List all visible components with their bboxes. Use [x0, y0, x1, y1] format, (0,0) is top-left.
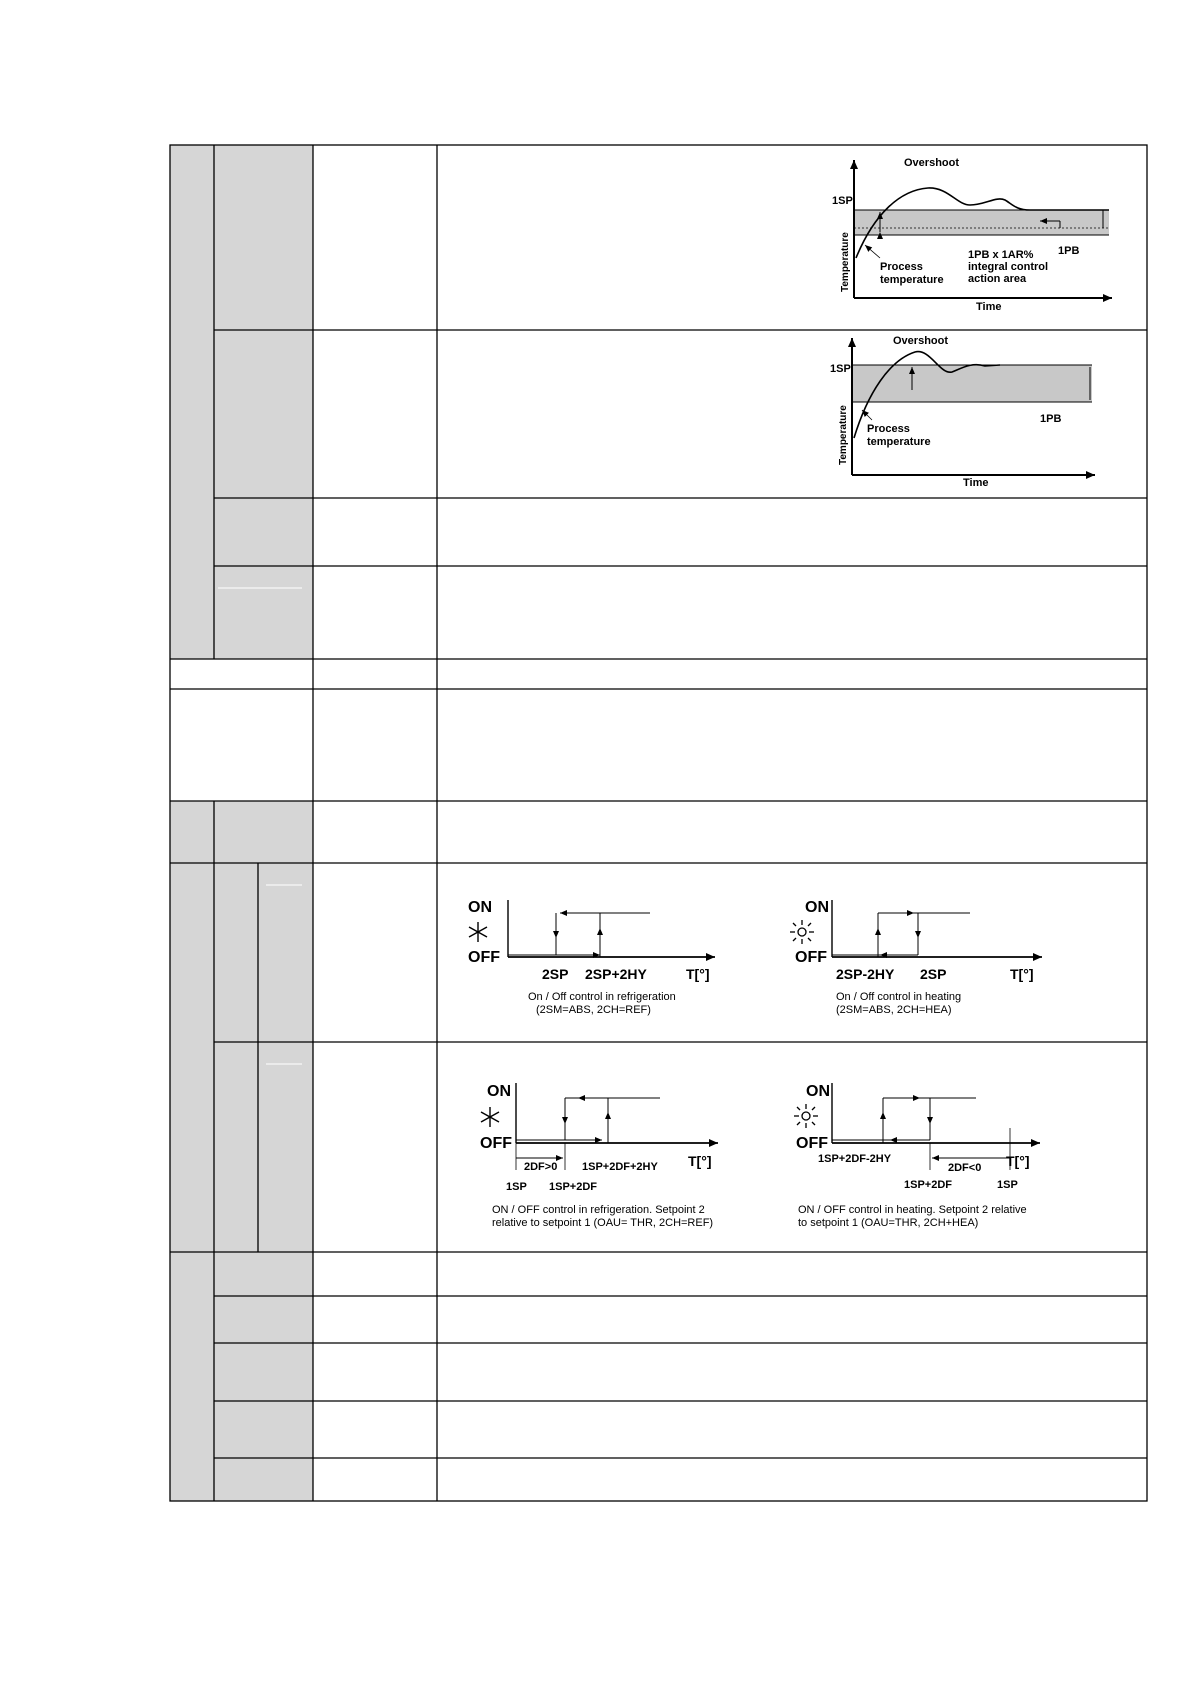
off-label: OFF — [480, 1135, 512, 1152]
onoff-graph-rel-refrigeration — [480, 1083, 718, 1229]
caption: ON / OFF control in refrigeration. Setpoint 2 — [492, 1204, 705, 1216]
off-label: OFF — [796, 1135, 828, 1152]
on-label: ON — [487, 1083, 511, 1100]
process-label: Process — [867, 423, 910, 435]
process-label-2: temperature — [880, 274, 944, 286]
caption: ON / OFF control in heating. Setpoint 2 relative — [798, 1204, 1027, 1216]
tick-top-label: 1SP+2DF-2HY — [818, 1153, 892, 1165]
integral-label: 1PB x 1AR% — [968, 249, 1034, 261]
on-label: ON — [805, 899, 829, 916]
off-label: OFF — [468, 949, 500, 966]
tick-top-label: 1SP+2DF+2HY — [582, 1161, 658, 1173]
integral-label-3: action area — [968, 273, 1027, 285]
on-label: ON — [806, 1083, 830, 1100]
proportional-band-area — [854, 210, 1109, 235]
caption-2: (2SM=ABS, 2CH=REF) — [536, 1004, 651, 1016]
onoff-graph-rel-heating — [794, 1083, 1040, 1229]
onoff-graph-abs-heating — [790, 899, 1042, 1016]
tick-label-2: 2SP+2HY — [585, 966, 647, 982]
overshoot-label: Overshoot — [904, 157, 960, 169]
process-label: Process — [880, 261, 923, 273]
axis-label: T[°] — [1010, 966, 1034, 982]
tick-label: 1SP — [506, 1181, 527, 1193]
diff-label: 2DF<0 — [948, 1162, 982, 1174]
tick-label-2: 2SP — [920, 966, 947, 982]
sun-icon — [794, 1104, 818, 1128]
tick-label: 1SP+2DF — [904, 1179, 952, 1191]
integral-label-2: integral control — [968, 261, 1049, 273]
diff-label: 2DF>0 — [524, 1161, 558, 1173]
caption-2: to setpoint 1 (OAU=THR, 2CH+HEA) — [798, 1217, 979, 1229]
setpoint-label: 1SP — [830, 363, 851, 375]
x-axis-label: Time — [963, 477, 989, 489]
tick-label-2: 1SP — [997, 1179, 1018, 1191]
axis-label: T[°] — [686, 966, 710, 982]
tick-label: 2SP — [542, 966, 569, 982]
process-label-2: temperature — [867, 436, 931, 448]
caption: On / Off control in heating — [836, 991, 962, 1003]
tick-label: 2SP-2HY — [836, 966, 895, 982]
off-label: OFF — [795, 949, 827, 966]
band-label: 1PB — [1058, 245, 1080, 257]
snowflake-icon — [481, 1107, 499, 1127]
sun-icon — [790, 920, 814, 944]
caption-2: (2SM=ABS, 2CH=HEA) — [836, 1004, 952, 1016]
caption-2: relative to setpoint 1 (OAU= THR, 2CH=REF) — [492, 1217, 714, 1229]
overshoot-label: Overshoot — [893, 335, 949, 347]
parameter-table — [170, 145, 1147, 1501]
y-axis-label: Temperature — [840, 232, 851, 292]
tick-label-2: 1SP+2DF — [549, 1181, 597, 1193]
axis-label: T[°] — [688, 1153, 712, 1169]
y-axis-label: Temperature — [838, 405, 849, 465]
pid-graph-proportional — [830, 335, 1095, 489]
x-axis-label: Time — [976, 301, 1002, 313]
on-label: ON — [468, 899, 492, 916]
snowflake-icon — [469, 922, 487, 942]
caption: On / Off control in refrigeration — [528, 991, 676, 1003]
onoff-graph-abs-refrigeration — [468, 899, 715, 1016]
axis-label: T[°] — [1006, 1153, 1030, 1169]
setpoint-label: 1SP — [832, 195, 853, 207]
pid-graph-integral — [832, 157, 1112, 313]
band-label: 1PB — [1040, 413, 1062, 425]
